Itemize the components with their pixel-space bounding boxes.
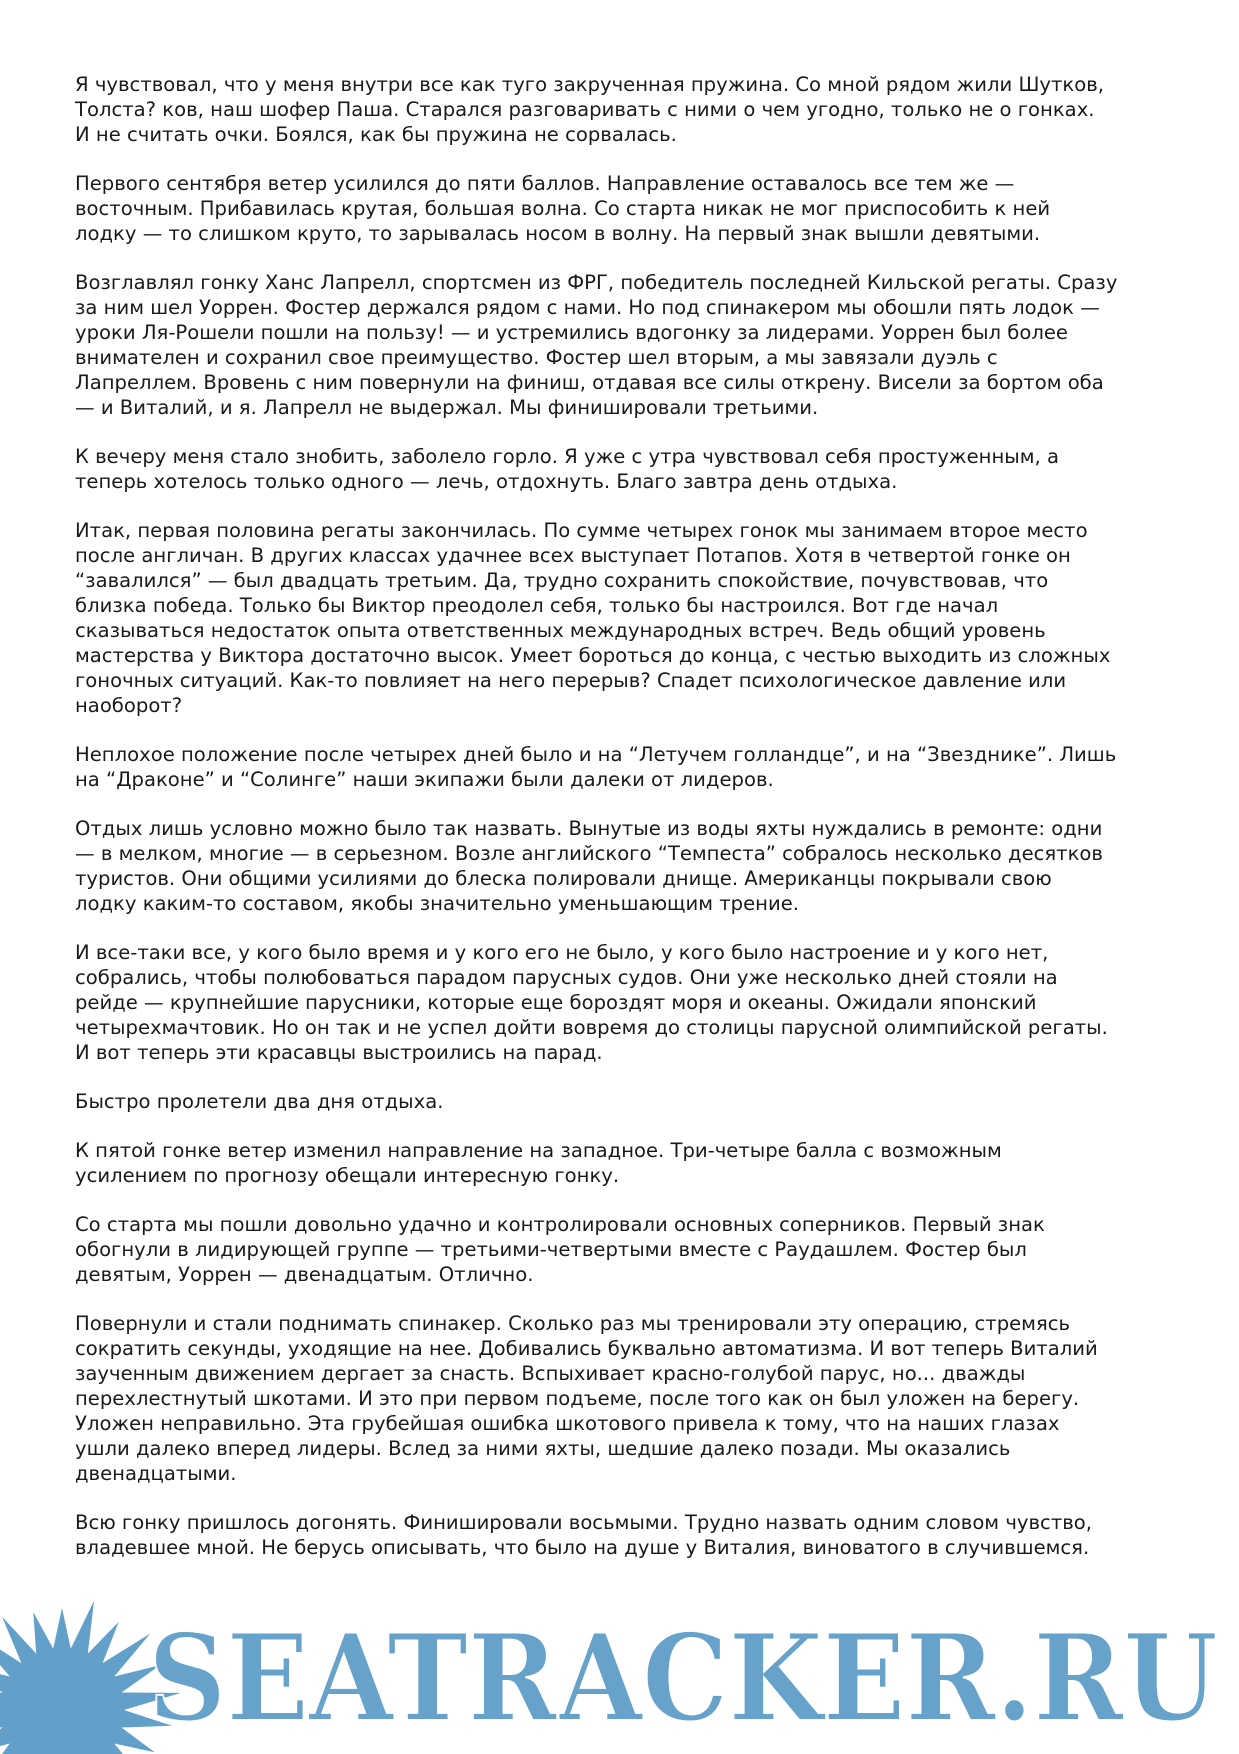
watermark-text: SEATRACKER.RU <box>148 1608 1218 1749</box>
paragraph: Быстро пролетели два дня отдыха. <box>75 1090 444 1113</box>
paragraph: Возглавлял гонку Ханс Лапрелл, спортсмен из ФРГ, победитель последней Кильской регаты. Сразу за ним шел Уоррен. Фостер держался рядом с нами. Но под спинакером мы обошли пять лодок — уроки Ля-Рошели пошли на пользу! — и устремились вдогонку за лидерами. Уоррен был более внимателен и сохранил свое преимущество. Фостер шел вторым, а мы завязали дуэль с Лапреллем. Вровень с ним повернули на финиш, отдавая все силы открену. Висели за бортом оба — и Виталий, и я. Лапрелл не выдержал. Мы финишировали третьими. <box>75 271 1118 419</box>
paragraph: Отдых лишь условно можно было так назвать. Вынутые из воды яхты нуждались в ремонте: одни — в мелком, многие — в серьезном. Возле английского “Темпеста” собралось несколько десятков туристов. Они общими усилиями до блеска полировали днище. Американцы покрывали свою лодку каким-то составом, якобы значительно уменьшающим трение. <box>75 817 1103 915</box>
paragraph: Всю гонку пришлось догонять. Финишировали восьмыми. Трудно назвать одним словом чувство, владевшее мной. Не берусь описывать, что было на душе у Виталия, виноватого в случившемся. <box>75 1511 1092 1559</box>
paragraph: И все-таки все, у кого было время и у кого его не было, у кого было настроение и у кого нет, собрались, чтобы полюбоваться парадом парусных судов. Они уже несколько дней стояли на рейде — крупнейшие парусники, которые еще бороздят моря и океаны. Ожидали японский четырехмачтовик. Но он так и не успел дойти вовремя до столицы парусной олимпийской регаты. И вот теперь эти красавцы выстроились на парад. <box>75 941 1108 1064</box>
document-body <box>75 72 1170 1584</box>
paragraph: Неплохое положение после четырех дней было и на “Летучем голландце”, и на “Звезднике”. Лишь на “Драконе” и “Солинге” наши экипажи были далеки от лидеров. <box>75 743 1117 791</box>
paragraph: Я чувствовал, что у меня внутри все как туго закрученная пружина. Со мной рядом жили Шутков, Толста? ков, наш шофер Паша. Старался разговаривать с ними о чем угодно, только не о гонках. И не считать очки. Боялся, как бы пружина не сорвалась. <box>75 73 1105 146</box>
paragraph: К вечеру меня стало знобить, заболело горло. Я уже с утра чувствовал себя простуженным, а теперь хотелось только одного — лечь, отдохнуть. Благо завтра день отдыха. <box>75 445 1059 493</box>
paragraph: К пятой гонке ветер изменил направление на западное. Три-четыре балла с возможным усилением по прогнозу обещали интересную гонку. <box>75 1139 1002 1187</box>
paragraph: Со старта мы пошли довольно удачно и контролировали основных соперников. Первый знак обогнули в лидирующей группе — третьими-четвертыми вместе с Раудашлем. Фостер был девятым, Уоррен — двенадцатым. Отлично. <box>75 1213 1045 1286</box>
paragraph: Первого сентября ветер усилился до пяти баллов. Направление оставалось все тем же — восточным. Прибавилась крутая, большая волна. Со старта никак не мог приспособить к ней лодку — то слишком круто, то зарывалась носом в волну. На первый знак вышли девятыми. <box>75 172 1051 245</box>
paragraph: Итак, первая половина регаты закончилась. По сумме четырех гонок мы занимаем второе место после англичан. В других классах удачнее всех выступает Потапов. Хотя в четвертой гонке он “завалился” — был двадцать третьим. Да, трудно сохранить спокойствие, почувствовав, что близка победа. Только бы Виктор преодолел себя, только бы настроился. Вот где начал сказываться недостаток опыта ответственных международных встреч. Ведь общий уровень мастерства у Виктора достаточно высок. Умеет бороться до конца, с честью выходить из сложных гоночных ситуаций. Как-то повлияет на него перерыв? Спадет психологическое давление или наоборот? <box>75 519 1111 717</box>
paragraph: Повернули и стали поднимать спинакер. Сколько раз мы тренировали эту операцию, стремясь сократить секунды, уходящие на нее. Добивались буквально автоматизма. И вот теперь Виталий заученным движением дергает за снасть. Вспыхивает красно-голубой парус, но... дважды перехлестнутый шкотами. И это при первом подъеме, после того как он был уложен на берегу. Уложен неправильно. Эта грубейшая ошибка шкотового привела к тому, что на наших глазах ушли далеко вперед лидеры. Вслед за ними яхты, шедшие далеко позади. Мы оказались двенадцатыми. <box>75 1312 1098 1485</box>
seatracker-watermark <box>0 1560 1239 1754</box>
